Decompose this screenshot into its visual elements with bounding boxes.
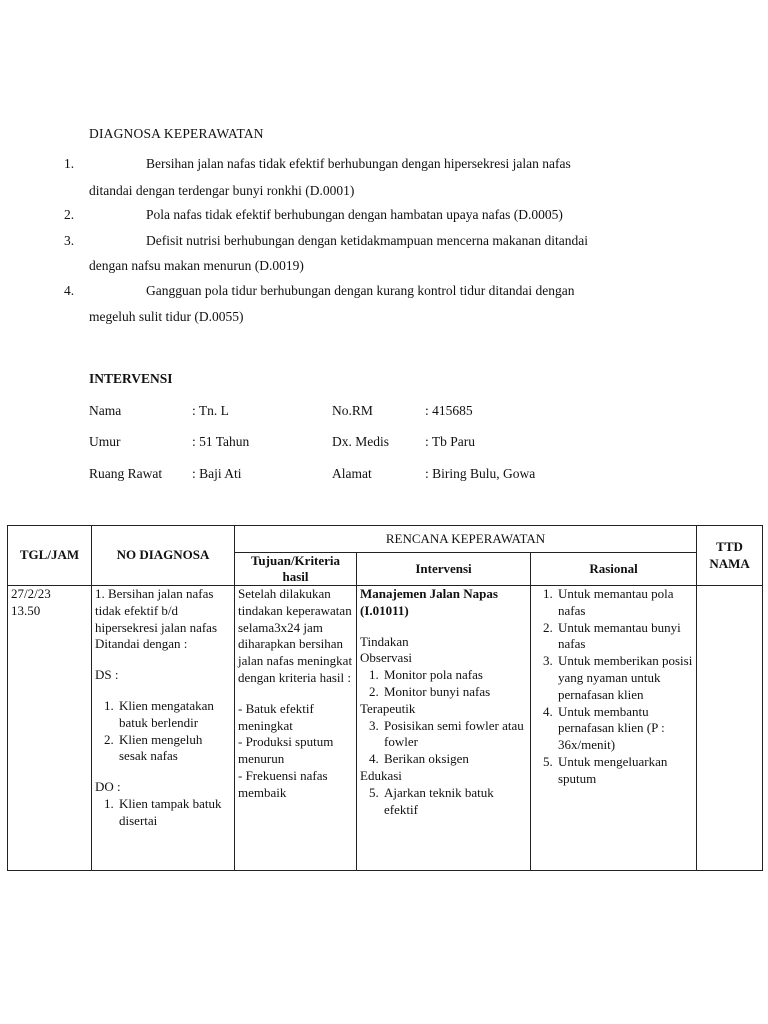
header-rencana: RENCANA KEPERAWATAN	[235, 526, 697, 553]
alamat-label: Alamat	[332, 466, 372, 481]
tgl-value: 27/2/23	[11, 586, 51, 601]
edukasi-list	[360, 785, 527, 819]
ds-label: DS :	[95, 667, 119, 683]
list-item: 3. Untuk memberikan posisi yang nyaman untuk pernafasan klien	[556, 653, 693, 703]
diagnosis-text: dengan nafsu makan menurun (D.0019)	[89, 258, 304, 273]
terapeutik-label: Terapeutik	[360, 700, 416, 716]
dx-medis-value: : Tb Paru	[425, 434, 475, 449]
edukasi-label: Edukasi	[360, 767, 402, 783]
diag-ditandai: Ditandai dengan :	[95, 636, 188, 652]
list-item: 2. Monitor bunyi nafas	[382, 684, 527, 701]
umur-value: : 51 Tahun	[192, 434, 250, 449]
alamat-value: : Biring Bulu, Gowa	[425, 466, 536, 481]
diag-intro: 1. Bersihan jalan nafas tidak efektif b/d hipersekresi jalan nafas	[95, 586, 218, 635]
list-item: 2. Klien mengeluh sesak nafas	[117, 732, 231, 766]
terapeutik-list	[360, 718, 527, 768]
umur-label: Umur	[89, 434, 121, 449]
nama-value: : Tn. L	[192, 403, 229, 418]
list-item: 1. Untuk memantau pola nafas	[556, 586, 693, 620]
diagnosis-text: megeluh sulit tidur (D.0055)	[89, 309, 244, 324]
diagnosis-number: 3.	[64, 233, 75, 248]
diagnosis-text: Defisit nutrisi berhubungan dengan ketidakmampuan mencerna makanan ditandai	[146, 233, 588, 248]
diagnosis-text: Bersihan jalan nafas tidak efektif berhubungan dengan hipersekresi jalan nafas	[146, 156, 571, 171]
diagnosis-text: Pola nafas tidak efektif berhubungan dengan hambatan upaya nafas (D.0005)	[146, 207, 563, 222]
cell-no-diagnosa	[92, 586, 235, 871]
list-item: 1. Monitor pola nafas	[382, 667, 527, 684]
observasi-list	[360, 667, 527, 701]
list-item: 1. Klien mengatakan batuk berlendir	[117, 698, 231, 732]
list-item: 4. Untuk membantu pernafasan klien (P : 36x/menit)	[556, 704, 693, 754]
diagnosis-number: 2.	[64, 207, 75, 222]
list-item: 4. Berikan oksigen	[382, 751, 527, 768]
table-row	[8, 586, 763, 871]
list-item: 3. Posisikan semi fowler atau fowler	[382, 718, 527, 752]
header-intervensi: Intervensi	[357, 553, 531, 586]
jam-value: 13.50	[11, 602, 41, 618]
do-label: DO :	[95, 779, 121, 795]
header-tujuan: Tujuan/Kriteria hasil	[235, 553, 357, 586]
list-item: - Frekuensi nafas membaik	[238, 767, 328, 800]
cell-tgl-jam	[8, 586, 92, 871]
list-item: 5. Untuk mengeluarkan sputum	[556, 754, 693, 788]
nama-label: Nama	[89, 403, 122, 418]
heading-diagnosa: DIAGNOSA KEPERAWATAN	[89, 126, 264, 141]
list-item: 5. Ajarkan teknik batuk efektif	[382, 785, 527, 819]
observasi-label: Observasi	[360, 650, 412, 666]
care-plan-table	[7, 525, 763, 871]
header-ttd-nama: TTD NAMA	[697, 526, 763, 586]
tindakan-label: Tindakan	[360, 633, 409, 649]
header-tgl-jam: TGL/JAM	[8, 526, 92, 586]
cell-rasional	[531, 586, 697, 871]
diagnosis-text: ditandai dengan terdengar bunyi ronkhi (D.0001)	[89, 183, 355, 198]
do-list	[95, 796, 231, 830]
diagnosis-number: 4.	[64, 283, 75, 298]
cell-ttd-nama	[697, 586, 763, 871]
cell-intervensi	[357, 586, 531, 871]
ds-list	[95, 698, 231, 765]
list-item: 1. Klien tampak batuk disertai	[117, 796, 231, 830]
list-item: - Produksi sputum menurun	[238, 734, 334, 767]
header-rasional: Rasional	[531, 553, 697, 586]
ruang-label: Ruang Rawat	[89, 466, 163, 481]
norm-label: No.RM	[332, 403, 373, 418]
intervensi-title: Manajemen Jalan Napas (I.01011)	[360, 586, 498, 618]
intervensi-title: INTERVENSI	[89, 371, 173, 386]
tujuan-text: Setelah dilakukan tindakan keperawatan selama3x24 jam diharapkan bersihan jalan nafas meningkat dengan kriteria hasil :	[238, 586, 353, 685]
diagnosis-number: 1.	[64, 156, 75, 171]
list-item: 2. Untuk memantau bunyi nafas	[556, 620, 693, 654]
norm-value: : 415685	[425, 403, 473, 418]
rasional-list	[534, 586, 693, 788]
cell-tujuan	[235, 586, 357, 871]
diagnosis-text: Gangguan pola tidur berhubungan dengan kurang kontrol tidur ditandai dengan	[146, 283, 575, 298]
list-item: - Batuk efektif meningkat	[238, 700, 314, 733]
header-no-diagnosa: NO DIAGNOSA	[92, 526, 235, 586]
dx-medis-label: Dx. Medis	[332, 434, 389, 449]
ruang-value: : Baji Ati	[192, 466, 242, 481]
